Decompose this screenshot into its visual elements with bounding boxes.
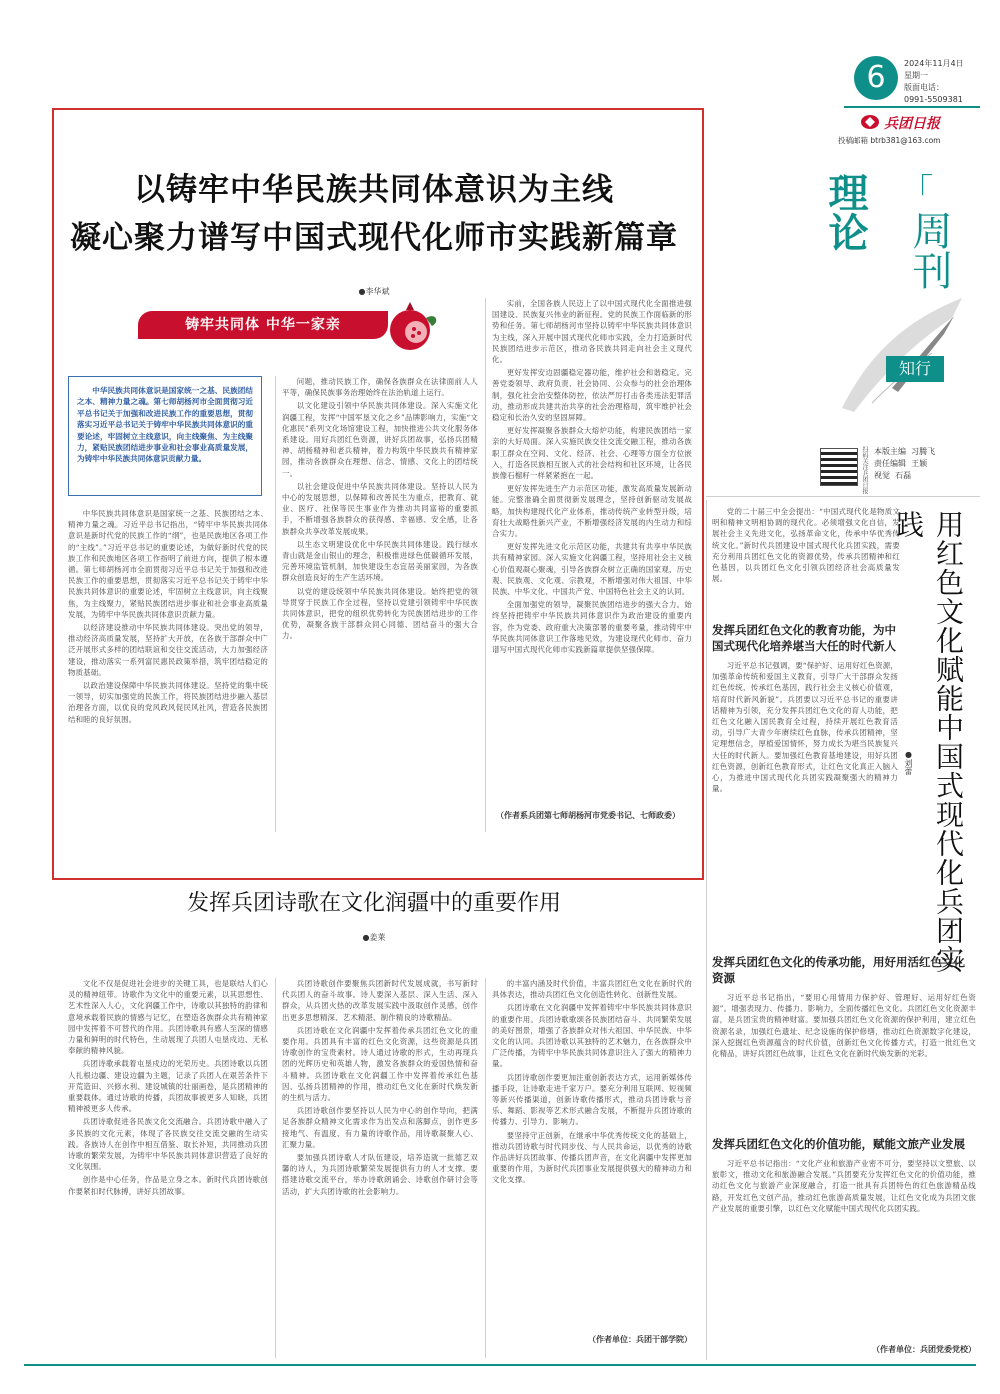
side-col-body-3: 发挥兵团红色文化的价值功能，赋能文旅产业发展 习近平总书记指出：“文化产业和旅游产业密不可分，要坚持以文塑旅、以旅彰文，推动文化和旅游融合发展。”兵团要充分发挥红色文化的价值功能，推动红色文化与旅游产业深度融合，打造一批具有兵团特色的红色旅游精品线路，开发红色文创产品，推动红色旅游高质量发展，让红色文化成为兵团文旅产业发展的重要引擎，以红色文化赋能中国式现代化兵团实践。 <box>712 1137 976 1213</box>
lead-abstract-box: 中华民族共同体意识是国家统一之基、民族团结之本、精神力量之魂。第七师胡杨河市全面贯彻习近平总书记关于加强和改进民族工作的重要思想，贯彻落实习近平总书记关于铸牢中华民族共同体意识的重要论述，牢固树立主线意识，向主线聚焦、为主线聚力，紧贴民族团结进步事业和社会事业高质量发展，为铸牢中华民族共同体意识贡献力量。 <box>68 376 262 496</box>
second-signature: （作者单位：兵团干部学院） <box>588 1335 692 1344</box>
page-number-circle: 6 <box>854 56 898 100</box>
issue-weekday: 星期一 <box>904 71 928 80</box>
side-author: ●刘蕾 <box>904 750 913 775</box>
credit-visual: 视觉 石磊 <box>874 471 912 480</box>
lead-title-line2: 凝心聚力谱写中国式现代化师市实践新篇章 <box>70 220 678 256</box>
side-title: 用红色文化赋能中国式现代化兵团实践 <box>892 510 965 974</box>
section-bracket: 「 <box>901 171 934 209</box>
side-col-intro: 党的二十届三中全会提出：“中国式现代化是物质文明和精神文明相协调的现代化。必须增强文化自信，发展社会主义先进文化，弘扬革命文化，传承中华优秀传统文化。”新时代兵团建设中国式现代化兵团实践，需要充分利用兵团红色文化的资源优势，传承兵团精神和红色基因，以兵团红色文化引领兵团经济社会高质量发展。 <box>712 507 900 584</box>
phone-number: 0991-5509381 <box>904 95 963 104</box>
section-tag: 知行 <box>886 356 944 382</box>
newspaper-logo-icon <box>860 114 880 130</box>
lead-author: ●李华斌 <box>358 287 390 296</box>
section-title-big: 理论 <box>822 172 869 252</box>
newspaper-page <box>24 30 976 1366</box>
credit-editor: 本版主编 习腾飞 <box>874 447 936 456</box>
lead-col-3: 实前，全国各族人民迈上了以中国式现代化全面推进强国建设、民族复兴伟业的新征程。党的民族工作面临新的形势和任务。第七师胡杨河市坚持以铸牢中华民族共同体意识为主线，深入开展中国式现代化师市实践，全力打造新时代民族团结进步示范区，推动各民族共同走向社会主义现代化。 更好发挥安边固疆稳定器功能，维护社会和谐稳定。完善党委领导、政府负责、社会协同、公众参与的社会治理体制，强化社会治安整体防控，依法严厉打击各类违法犯罪活动，推动形成共建共治共享的社会治理格局，筑牢维护社会稳定和长治久安的坚固屏障。 更好发挥凝聚各族群众大熔炉功能，构建民族团结一家亲的大好局面。深入实施民族交往交流交融工程，推动各族职工群众在空间、文化、经济、社会、心理等方面全方位嵌入，打造各民族相互嵌入式的社会结构和社区环境，让各民族像石榴籽一样紧紧抱在一起。 更好发挥先进生产力示范区功能，激发高质量发展新动能。完整准确全面贯彻新发展理念，坚持创新驱动发展战略，加快构建现代化产业体系，推动传统产业转型升级，培育壮大战略性新兴产业，不断增强经济发展的内生动力和综合实力。 更好发挥先进文化示范区功能，共建共有共享中华民族共有精神家园。深入实施文化润疆工程，坚持用社会主义核心价值观凝心聚魂，引导各族群众树立正确的国家观、历史观、民族观、文化观、宗教观，不断增强对伟大祖国、中华民族、中华文化、中国共产党、中国特色社会主义的认同。 全面加强党的领导，凝聚民族团结进步的强大合力。始终坚持把铸牢中华民族共同体意识作为政治建设的重要内容，作为党委、政府重大决策部署的重要考量，推动铸牢中华民族共同体意识工作落地见效，为建设现代化师市、奋力谱写中国式现代化师市实践新篇章提供坚强保障。 <box>492 299 692 655</box>
issue-date: 2024年11月4日 <box>904 59 964 68</box>
side-signature: （作者单位：兵团党委党校） <box>872 1345 976 1354</box>
lead-title-line1: 以铸牢中华民族共同体意识为主线 <box>134 172 614 208</box>
side-col-body: 发挥兵团红色文化的教育功能，为中国式现代化培养堪当大任的时代新人 习近平总书记强调，要“保护好、运用好红色资源，加强革命传统和爱国主义教育，引导广大干部群众发扬红色传统、传承红色基因，践行社会主义核心价值观，培育时代新风新貌”。兵团要以习近平总书记的重要讲话精神为引领，充分发挥兵团红色文化的育人功能，把红色文化融入国民教育全过程，持续开展红色教育活动，引导广大青少年赓续红色血脉，传承兵团精神，坚定理想信念，厚植爱国情怀，努力成长为堪当民族复兴大任的时代新人。要加强红色教育基地建设，用好兵团红色资源，创新红色教育形式，让红色文化真正入脑入心，为推进中国式现代化兵团实践凝聚强大的精神力量。 <box>712 623 898 794</box>
masthead-line <box>844 106 980 108</box>
second-col-1: 文化不仅是促进社会进步的关键工具，也是联结人们心灵的精神纽带。诗歌作为文化中的重要元素，以其思想性、艺术性深入人心，文化润疆工作中，诗歌以其独特的韵律和意境承载着民族的情感与记忆，在塑造各族群众共有精神家园中发挥着不可替代的作用。兵团诗歌具有感人至深的情感力量和鲜明的时代特色，生动展现了兵团人屯垦戍边、无私奉献的精神风貌。 兵团诗歌承载着屯垦戍边的光荣历史。兵团诗歌以兵团人扎根边疆、建设边疆为主题，记录了兵团人在艰苦条件下开荒造田、兴修水利、建设城镇的壮丽画卷，是兵团精神的重要载体。通过诗歌的传播，兵团故事被更多人知晓，兵团精神被更多人传承。 兵团诗歌促进各民族文化交流融合。兵团诗歌中融入了多民族的文化元素，体现了各民族交往交流交融的生动实践。各族诗人在创作中相互借鉴、取长补短，共同推动兵团诗歌的繁荣发展，为铸牢中华民族共同体意识营造了良好的文化氛围。 创作是中心任务，作品是立身之本。新时代兵团诗歌创作要紧扣时代脉搏，讲好兵团故事。 <box>68 979 268 1196</box>
section-title-small: 周刊 <box>906 210 952 290</box>
submission-email: 投稿邮箱 btrb381@163.com <box>838 136 941 145</box>
lead-col-2: 问题，推动民族工作，确保各族群众在法律面前人人平等，确保民族事务治理始终在法治轨道上运行。 以文化建设引领中华民族共同体建设。深入实施文化润疆工程，发挥“中国军垦文化之乡”品牌影响力，实施“文化惠民”系列文化场馆建设工程，加快推进公共文化服务体系建设。用好兵团红色资源，讲好兵团故事，弘扬兵团精神、胡杨精神和老兵精神，着力构筑中华民族共有精神家园，推动各族群众在理想、信念、情感、文化上的团结统一。 以社会建设促进中华民族共同体建设。坚持以人民为中心的发展思想，以保障和改善民生为重点，把教育、就业、医疗、社保等民生事业作为推动共同富裕的重要抓手，不断增强各族群众的获得感、幸福感、安全感，让各族群众共享改革发展成果。 以生态文明建设优化中华民族共同体建设。践行绿水青山就是金山银山的理念，积极推进绿色低碳循环发展，完善环境监管机制，加快建设生态宜居美丽家园，为各族群众创造良好的生产生活环境。 以党的建设统领中华民族共同体建设。始终把党的领导贯穿于民族工作全过程，坚持以党建引领铸牢中华民族共同体意识，把党的组织优势转化为民族团结进步的工作优势，凝聚各族干部群众同心同德、团结奋斗的强大合力。 <box>282 377 478 641</box>
second-title: 发挥兵团诗歌在文化润疆中的重要作用 <box>186 891 561 916</box>
lead-col-1: 中华民族共同体意识是国家统一之基、民族团结之本、精神力量之魂。习近平总书记指出，“铸牢中华民族共同体意识是新时代党的民族工作的“纲”，也是民族地区各项工作的“主线”。”习近平总书记的重要论述，为做好新时代党的民族工作和民族地区各项工作指明了前进方向，提供了根本遵循。第七师胡杨河市全面贯彻习近平总书记关于加强和改进民族工作的重要思想，贯彻落实习近平总书记关于铸牢中华民族共同体意识的重要论述，牢固树立主线意识，向主线聚焦，为主线聚力，紧贴民族团结进步事业和社会事业高质量发展，为铸牢中华民族共同体意识贡献力量。 以经济建设推动中华民族共同体建设。突出党的领导，推动经济高质量发展，坚持扩大开放，在各族干部群众中广泛开展形式多样的团结联谊和交往交流活动，大力加强经济建设，推动落实一系列富民惠民政策举措，筑牢团结稳定的物质基础。 以政治建设保障中华民族共同体建设。坚持党的集中统一领导，切实加强党的民族工作，将民族团结进步融入基层治理各方面，以优良的党风政风促民风社风，营造各民族团结和睦的良好氛围。 <box>68 509 268 724</box>
side-col-body-2: 发挥兵团红色文化的传承功能，用好用活红色文化资源 习近平总书记指出，“要用心用情用力保护好、管理好、运用好红色资源”。增强表现力、传播力、影响力，全面传播红色文化。兵团红色文化资源丰富，是兵团宝贵的精神财富。要加强兵团红色文化资源的保护利用，建立红色资源名录，加强红色遗址、纪念设施的保护修缮，推动红色资源数字化建设，深入挖掘红色资源蕴含的时代价值，创新红色文化传播方式，打造一批红色文化精品，讲好兵团红色故事，让红色文化在新时代焕发新的光彩。 <box>712 955 976 1059</box>
second-author: ●姜莱 <box>362 933 386 942</box>
qr-caption: 扫码关注兵团日报 <box>861 446 868 494</box>
pomegranate-icon <box>380 298 444 354</box>
lead-banner: 铸牢共同体 中华一家亲 <box>138 311 388 339</box>
pen-nib-icon <box>832 288 972 418</box>
phone-label: 版面电话： <box>904 83 944 92</box>
second-col-3: 的丰富内涵及时代价值，丰富兵团红色文化在新时代的具体表达，推动兵团红色文化创造性转化、创新性发展。 兵团诗歌在文化润疆中发挥着铸牢中华民族共同体意识的重要作用。兵团诗歌歌颂各民族团结奋斗、共同繁荣发展的美好图景，增强了各族群众对伟大祖国、中华民族、中华文化的认同。兵团诗歌以其独特的艺术魅力，在各族群众中广泛传播，为铸牢中华民族共同体意识注入了强大的精神力量。 兵团诗歌创作要更加注重创新表达方式，运用新媒体传播手段，让诗歌走进千家万户。要充分利用互联网、短视频等新兴传播渠道，创新诗歌传播形式，推动兵团诗歌与音乐、舞蹈、影视等艺术形式融合发展，不断提升兵团诗歌的传播力、引导力、影响力。 要坚持守正创新，在继承中华优秀传统文化的基础上，推动兵团诗歌与时代同步伐、与人民共命运，以优秀的诗歌作品讲好兵团故事、传播兵团声音，在文化润疆中发挥更加重要的作用，为新时代兵团事业发展提供强大的精神动力和文化支撑。 <box>492 979 692 1185</box>
paper-name: 兵团日报 <box>884 116 940 132</box>
second-col-2: 兵团诗歌创作要聚焦兵团新时代发展成就，书写新时代兵团人的奋斗故事。诗人要深入基层、深入生活、深入群众，从兵团火热的改革发展实践中汲取创作灵感，创作出更多思想精深、艺术精湛、制作精良的诗歌精品。 兵团诗歌在文化润疆中发挥着传承兵团红色文化的重要作用。兵团具有丰富的红色文化资源，这些资源是兵团诗歌创作的宝贵素材。诗人通过诗歌的形式，生动再现兵团的光辉历史和英雄人物，激发各族群众的爱国热情和奋斗精神。兵团诗歌在文化润疆工作中发挥着传承红色基因、弘扬兵团精神的作用，推动红色文化在新时代焕发新的生机与活力。 兵团诗歌创作要坚持以人民为中心的创作导向，把满足各族群众精神文化需求作为出发点和落脚点，创作更多接地气、有温度、有力量的诗歌作品，用诗歌凝聚人心、汇聚力量。 要加强兵团诗歌人才队伍建设，培养造就一批德艺双馨的诗人，为兵团诗歌繁荣发展提供有力的人才支撑。要搭建诗歌交流平台，举办诗歌朗诵会、诗歌创作研讨会等活动，扩大兵团诗歌的社会影响力。 <box>282 979 478 1196</box>
paper-logo <box>860 113 980 131</box>
qr-code <box>820 448 858 486</box>
lead-signature: （作者系兵团第七师胡杨河市党委书记、七师政委） <box>496 811 680 820</box>
credit-duty-editor: 责任编辑 王颖 <box>874 459 928 468</box>
footer-rule <box>24 1364 976 1366</box>
